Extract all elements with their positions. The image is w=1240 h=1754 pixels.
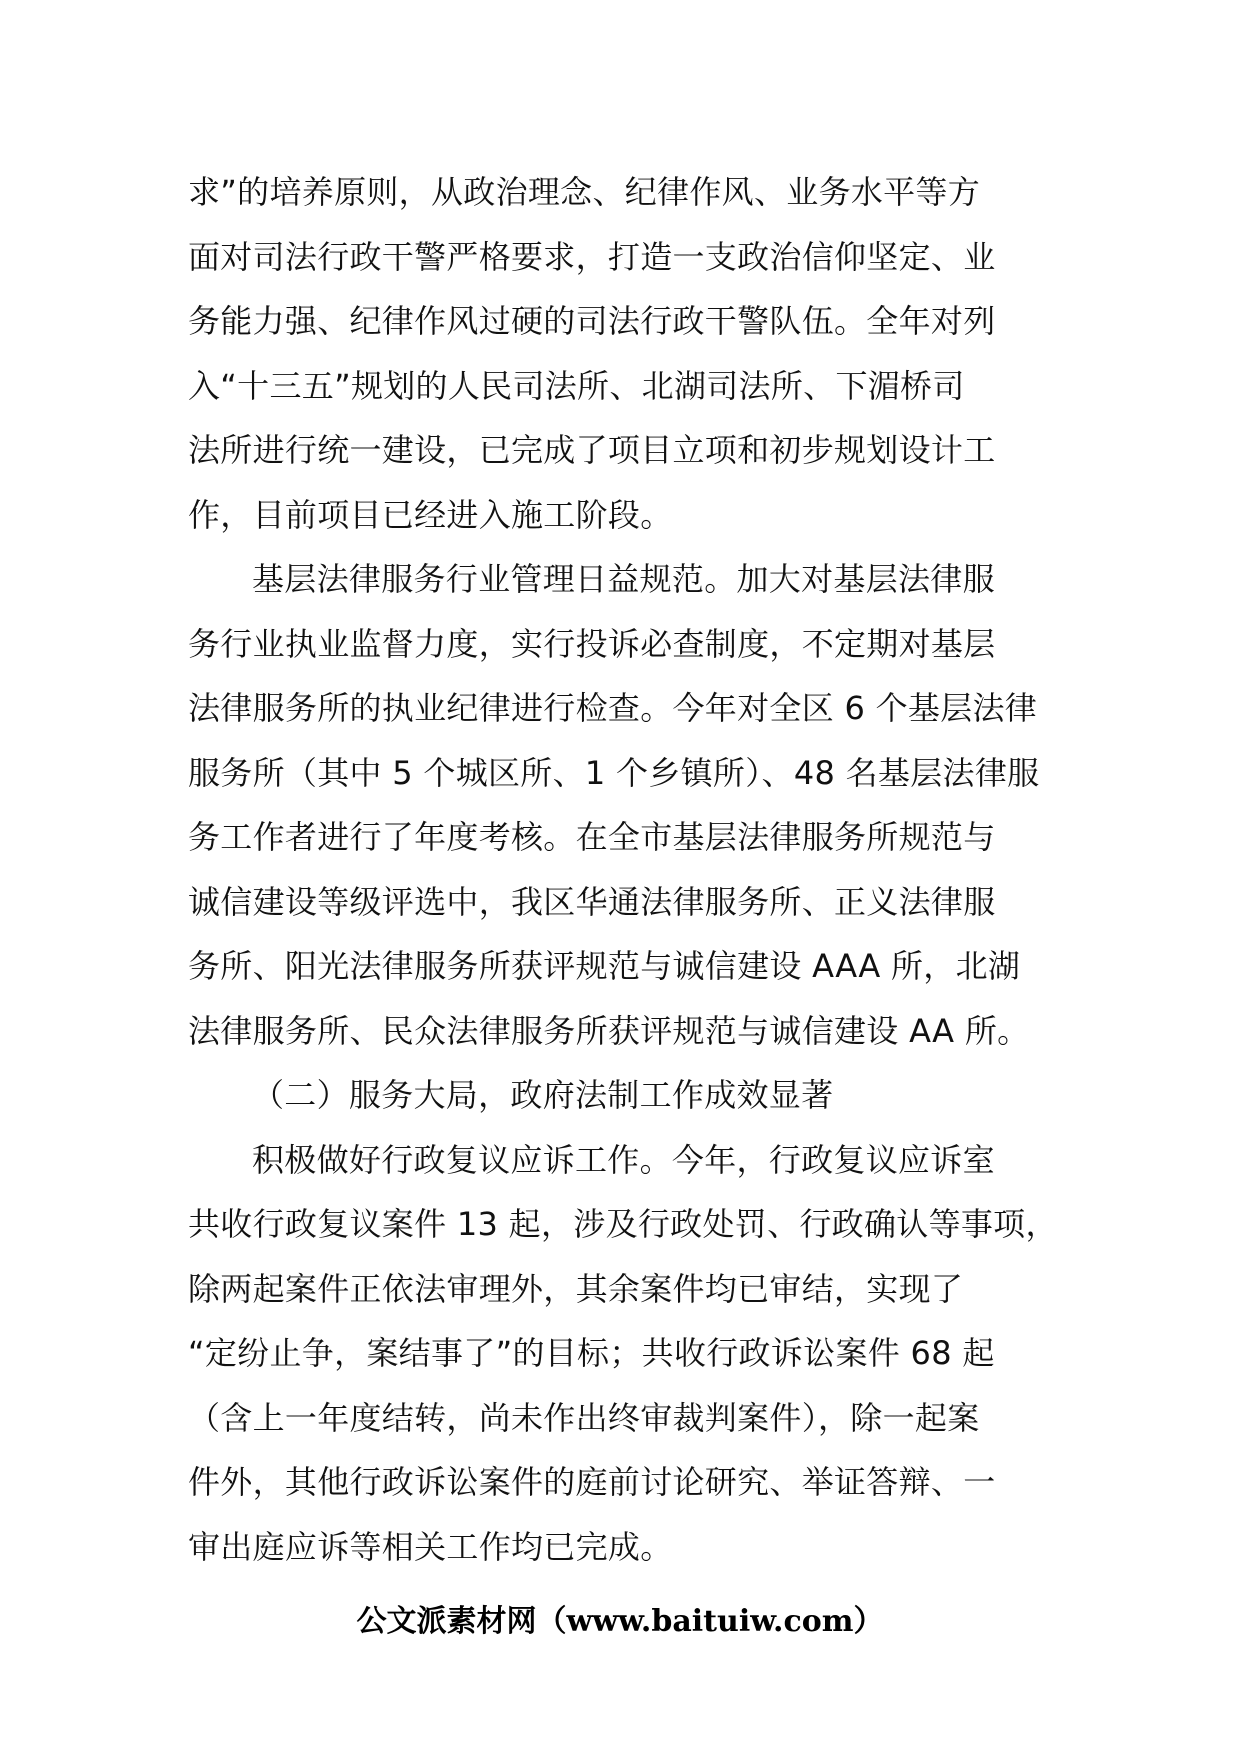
text-line: 积极做好行政复议应诉工作。今年，行政复议应诉室 <box>252 1140 995 1179</box>
text-line: 除两起案件正依法审理外，其余案件均已审结，实现了 <box>188 1269 964 1308</box>
text-line: 法所进行统一建设，已完成了项目立项和初步规划设计工 <box>188 431 996 469</box>
text-line: 审出庭应诉等相关工作均已完成。 <box>188 1527 673 1566</box>
text-line: “定纷止争，案结事了”的目标；共收行政诉讼案件 68 起 <box>188 1334 995 1372</box>
text-line: 作，目前项目已经进入施工阶段。 <box>188 495 673 534</box>
text-line: 件外，其他行政诉讼案件的庭前讨论研究、举证答辩、一 <box>188 1463 996 1501</box>
text-line: 求”的培养原则，从政治理念、纪律作风、业务水平等方 <box>188 173 981 211</box>
text-line: 法律服务所的执业纪律进行检查。今年对全区 6 个基层法律 <box>188 689 1038 727</box>
text-line: 务能力强、纪律作风过硬的司法行政干警队伍。全年对列 <box>188 302 996 340</box>
text-line: 共收行政复议案件 13 起，涉及行政处罚、行政确认等事项， <box>188 1205 1058 1243</box>
section-heading: （二）服务大局，政府法制工作成效显著 <box>252 1076 834 1114</box>
footer-watermark: 公文派素材网（www.baituiw.com） <box>356 1604 884 1639</box>
text-line: 基层法律服务行业管理日益规范。加大对基层法律服 <box>252 560 995 598</box>
text-line: （含上一年度结转，尚未作出终审裁判案件），除一起案 <box>188 1398 980 1437</box>
document-body <box>188 160 1068 1579</box>
text-line: 入“十三五”规划的人民司法所、北湖司法所、下湄桥司 <box>188 366 965 405</box>
text-line: 务工作者进行了年度考核。在全市基层法律服务所规范与 <box>188 818 996 856</box>
text-line: 面对司法行政干警严格要求，打造一支政治信仰坚定、业 <box>188 237 996 276</box>
text-line: 法律服务所、民众法律服务所获评规范与诚信建设 AA 所。 <box>188 1011 1030 1050</box>
text-line: 服务所（其中 5 个城区所、1 个乡镇所）、48 名基层法律服 <box>188 753 1040 792</box>
text-line: 务所、阳光法律服务所获评规范与诚信建设 AAA 所，北湖 <box>188 947 1021 985</box>
text-line: 诚信建设等级评选中，我区华通法律服务所、正义法律服 <box>188 882 996 921</box>
text-line: 务行业执业监督力度，实行投诉必查制度，不定期对基层 <box>188 624 996 663</box>
